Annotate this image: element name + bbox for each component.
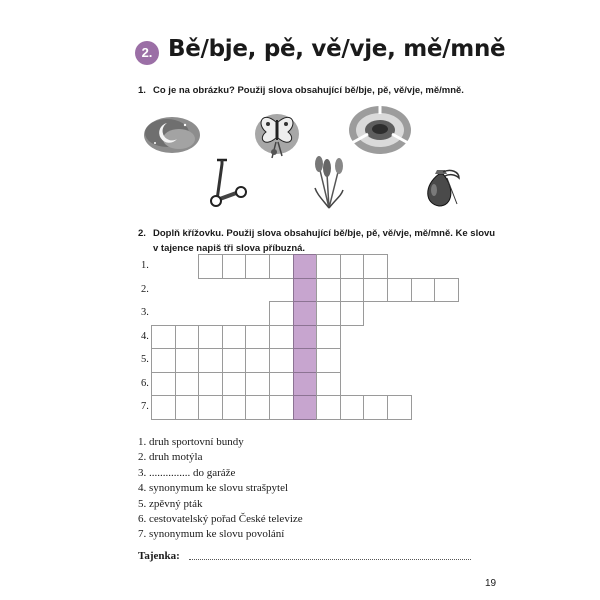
- crossword-cell[interactable]: [316, 278, 341, 303]
- crossword-cell[interactable]: [387, 278, 412, 303]
- crossword-cell[interactable]: [245, 325, 270, 350]
- crossword-secret-cell[interactable]: [293, 372, 318, 397]
- crossword-cell[interactable]: [316, 395, 341, 420]
- crossword-cell[interactable]: [175, 348, 200, 373]
- crossword-cell[interactable]: [411, 278, 436, 303]
- crossword-cell[interactable]: [269, 325, 294, 350]
- crossword-cell[interactable]: [198, 372, 223, 397]
- crossword-cell[interactable]: [316, 254, 341, 279]
- crossword-cell[interactable]: [245, 254, 270, 279]
- crossword-row-number: 3.: [141, 307, 149, 318]
- crossword-cell[interactable]: [151, 348, 176, 373]
- crossword-row-number: 2.: [141, 283, 149, 295]
- crossword-secret-cell[interactable]: [293, 278, 318, 303]
- task-2-number: 2.: [138, 228, 146, 239]
- crossword-row-number: 5.: [141, 354, 149, 365]
- tajenka-answer-field[interactable]: [189, 559, 471, 560]
- crossword-cell[interactable]: [151, 395, 176, 420]
- exercise-number-badge: 2.: [135, 41, 159, 65]
- crossword-cell[interactable]: [222, 325, 247, 350]
- crossword-cell[interactable]: [340, 278, 365, 303]
- crossword-cell[interactable]: [198, 395, 223, 420]
- crossword-cell[interactable]: [175, 395, 200, 420]
- clue-item: 7. synonymum ke slovu povolání: [138, 528, 285, 541]
- crossword-cell[interactable]: [245, 395, 270, 420]
- task-1-number: 1.: [138, 85, 146, 96]
- crossword-cell[interactable]: [198, 325, 223, 350]
- crossword-cell[interactable]: [316, 372, 341, 397]
- task-2-line-1: Doplň křížovku. Použij slova obsahující bě/bje, pě, vě/vje, mě/mně. Ke slovu: [153, 228, 496, 239]
- crossword-cell[interactable]: [269, 395, 294, 420]
- crossword-cell[interactable]: [222, 395, 247, 420]
- crossword-cell[interactable]: [175, 325, 200, 350]
- crossword-cell[interactable]: [245, 348, 270, 373]
- crossword-cell[interactable]: [340, 254, 365, 279]
- crossword-cell[interactable]: [151, 372, 176, 397]
- crossword-cell[interactable]: [363, 278, 388, 303]
- clue-list: [138, 435, 468, 543]
- crossword-cell[interactable]: [269, 301, 294, 326]
- crossword-row-number: 4.: [141, 330, 149, 342]
- clue-item: 1. druh sportovní bundy: [138, 436, 244, 448]
- tajenka-label: Tajenka:: [138, 550, 180, 562]
- crossword-cell[interactable]: [316, 348, 341, 373]
- clue-item: 2. druh motýla: [138, 451, 203, 464]
- crossword-secret-cell[interactable]: [293, 395, 318, 420]
- crossword-row-number: 7.: [141, 401, 149, 412]
- crossword-row-number: 6.: [141, 377, 149, 389]
- task-1-text: Co je na obrázku? Použij slova obsahující bě/bje, pě, vě/vje, mě/mně.: [153, 85, 464, 96]
- crossword-cell[interactable]: [340, 395, 365, 420]
- crossword-cell[interactable]: [222, 372, 247, 397]
- crossword-secret-cell[interactable]: [293, 325, 318, 350]
- clue-item: 4. synonymum ke slovu strašpytel: [138, 482, 289, 495]
- crossword-cell[interactable]: [222, 348, 247, 373]
- crossword-cell[interactable]: [363, 395, 388, 420]
- crossword-cell[interactable]: [151, 325, 176, 350]
- crossword-cell[interactable]: [245, 372, 270, 397]
- crossword-cell[interactable]: [198, 348, 223, 373]
- crossword-cell[interactable]: [269, 372, 294, 397]
- exercise-title: Bě/bje, pě, vě/vje, mě/mně: [168, 36, 506, 62]
- crossword-cell[interactable]: [387, 395, 412, 420]
- crossword-cell[interactable]: [269, 348, 294, 373]
- clue-item: 6. cestovatelský pořad České televize: [138, 513, 303, 526]
- crossword-cell[interactable]: [316, 325, 341, 350]
- crossword-cell[interactable]: [175, 372, 200, 397]
- crossword-cell[interactable]: [198, 254, 223, 279]
- crossword-cell[interactable]: [222, 254, 247, 279]
- crossword-cell[interactable]: [340, 301, 365, 326]
- crossword-row-number: 1.: [141, 260, 149, 271]
- clue-item: 5. zpěvný pták: [138, 497, 203, 510]
- page-number: 19: [485, 578, 497, 589]
- crossword-cell[interactable]: [363, 254, 388, 279]
- crossword-secret-cell[interactable]: [293, 254, 318, 279]
- task-2-line-2: v tajence napiš tři slova příbuzná.: [153, 243, 306, 254]
- clue-item: 3. ............... do garáže: [138, 466, 236, 479]
- crossword-secret-cell[interactable]: [293, 301, 318, 326]
- crossword-cell[interactable]: [269, 254, 294, 279]
- crossword-cell[interactable]: [316, 301, 341, 326]
- crossword-secret-cell[interactable]: [293, 348, 318, 373]
- crossword-cell[interactable]: [434, 278, 459, 303]
- tajenka-line: [138, 550, 478, 562]
